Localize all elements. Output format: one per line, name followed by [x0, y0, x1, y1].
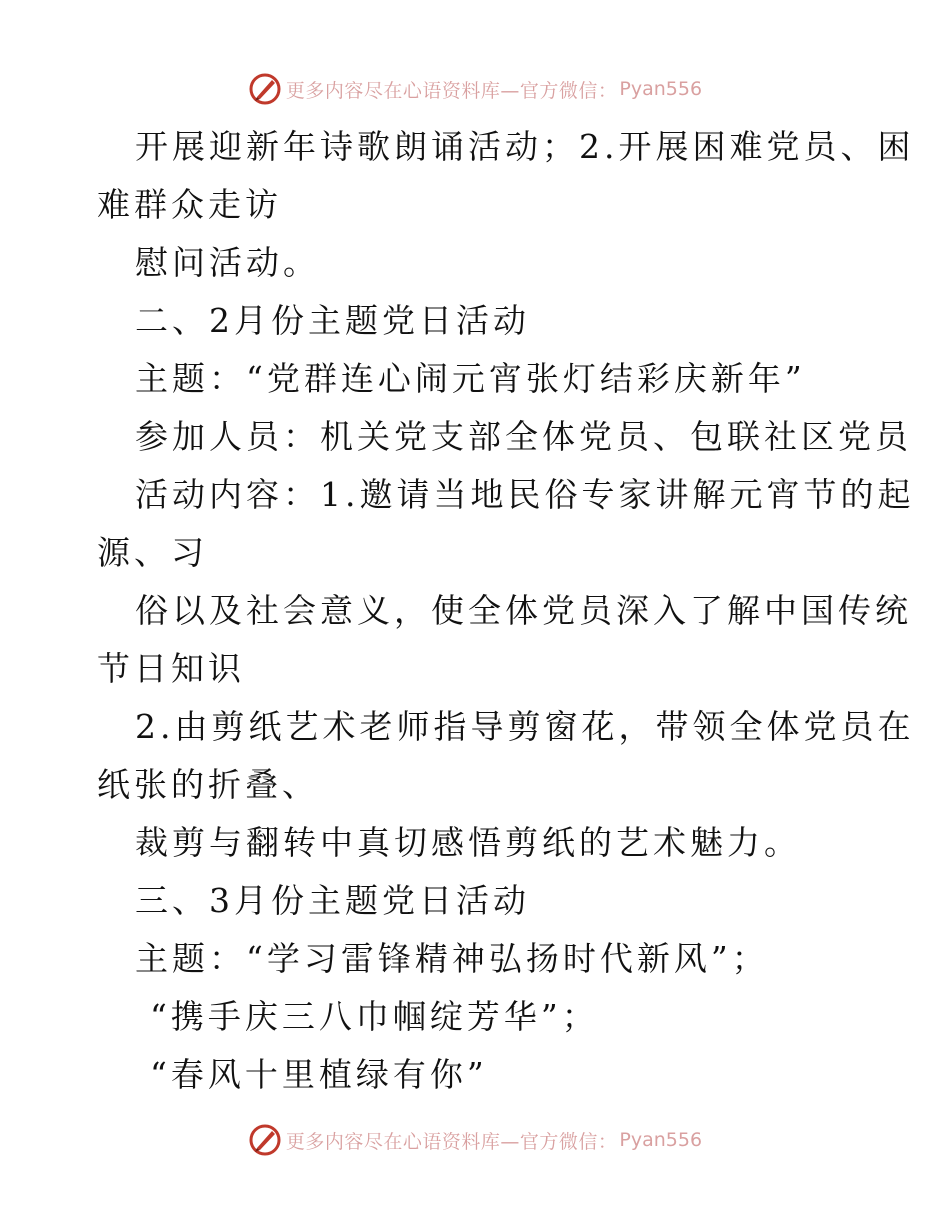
paragraph-line: “携手庆三八巾帼绽芳华”；	[150, 997, 599, 1036]
paragraph-line: 节日知识	[97, 649, 245, 688]
paragraph-line: 主题：“学习雷锋精神弘扬时代新风”；	[135, 939, 769, 978]
paragraph-line: 源、习	[97, 533, 208, 572]
paragraph-line: 主题：“党群连心闹元宵张灯结彩庆新年”	[135, 359, 806, 398]
paragraph-line: 慰问活动。	[135, 243, 320, 282]
section-heading: 二、2月份主题党日活动	[135, 301, 530, 340]
watermark-wechat-id: Pyan556	[619, 1129, 703, 1151]
paragraph-line: 参加人员：机关党支部全体党员、包联社区党员	[135, 417, 912, 456]
watermark-wechat-id: Pyan556	[619, 78, 703, 100]
header-watermark	[0, 72, 950, 106]
paragraph-line: 活动内容：1.邀请当地民俗专家讲解元宵节的起	[135, 475, 915, 514]
paragraph-line: 难群众走访	[97, 185, 282, 224]
pen-logo-icon	[248, 72, 282, 106]
paragraph-line: “春风十里植绿有你”	[150, 1055, 488, 1094]
watermark-text: 更多内容尽在心语资料库—官方微信：	[285, 1130, 618, 1153]
paragraph-line: 俗以及社会意义，使全体党员深入了解中国传统	[135, 591, 912, 630]
paragraph-line: 开展迎新年诗歌朗诵活动；2.开展困难党员、困	[135, 127, 915, 166]
paragraph-line: 纸张的折叠、	[97, 765, 319, 804]
watermark-text: 更多内容尽在心语资料库—官方微信：	[285, 79, 618, 102]
footer-watermark	[0, 1123, 950, 1157]
section-heading: 三、3月份主题党日活动	[135, 881, 530, 920]
pen-logo-icon	[248, 1123, 282, 1157]
paragraph-line: 裁剪与翻转中真切感悟剪纸的艺术魅力。	[135, 823, 801, 862]
paragraph-line: 2.由剪纸艺术老师指导剪窗花，带领全体党员在	[135, 707, 915, 746]
